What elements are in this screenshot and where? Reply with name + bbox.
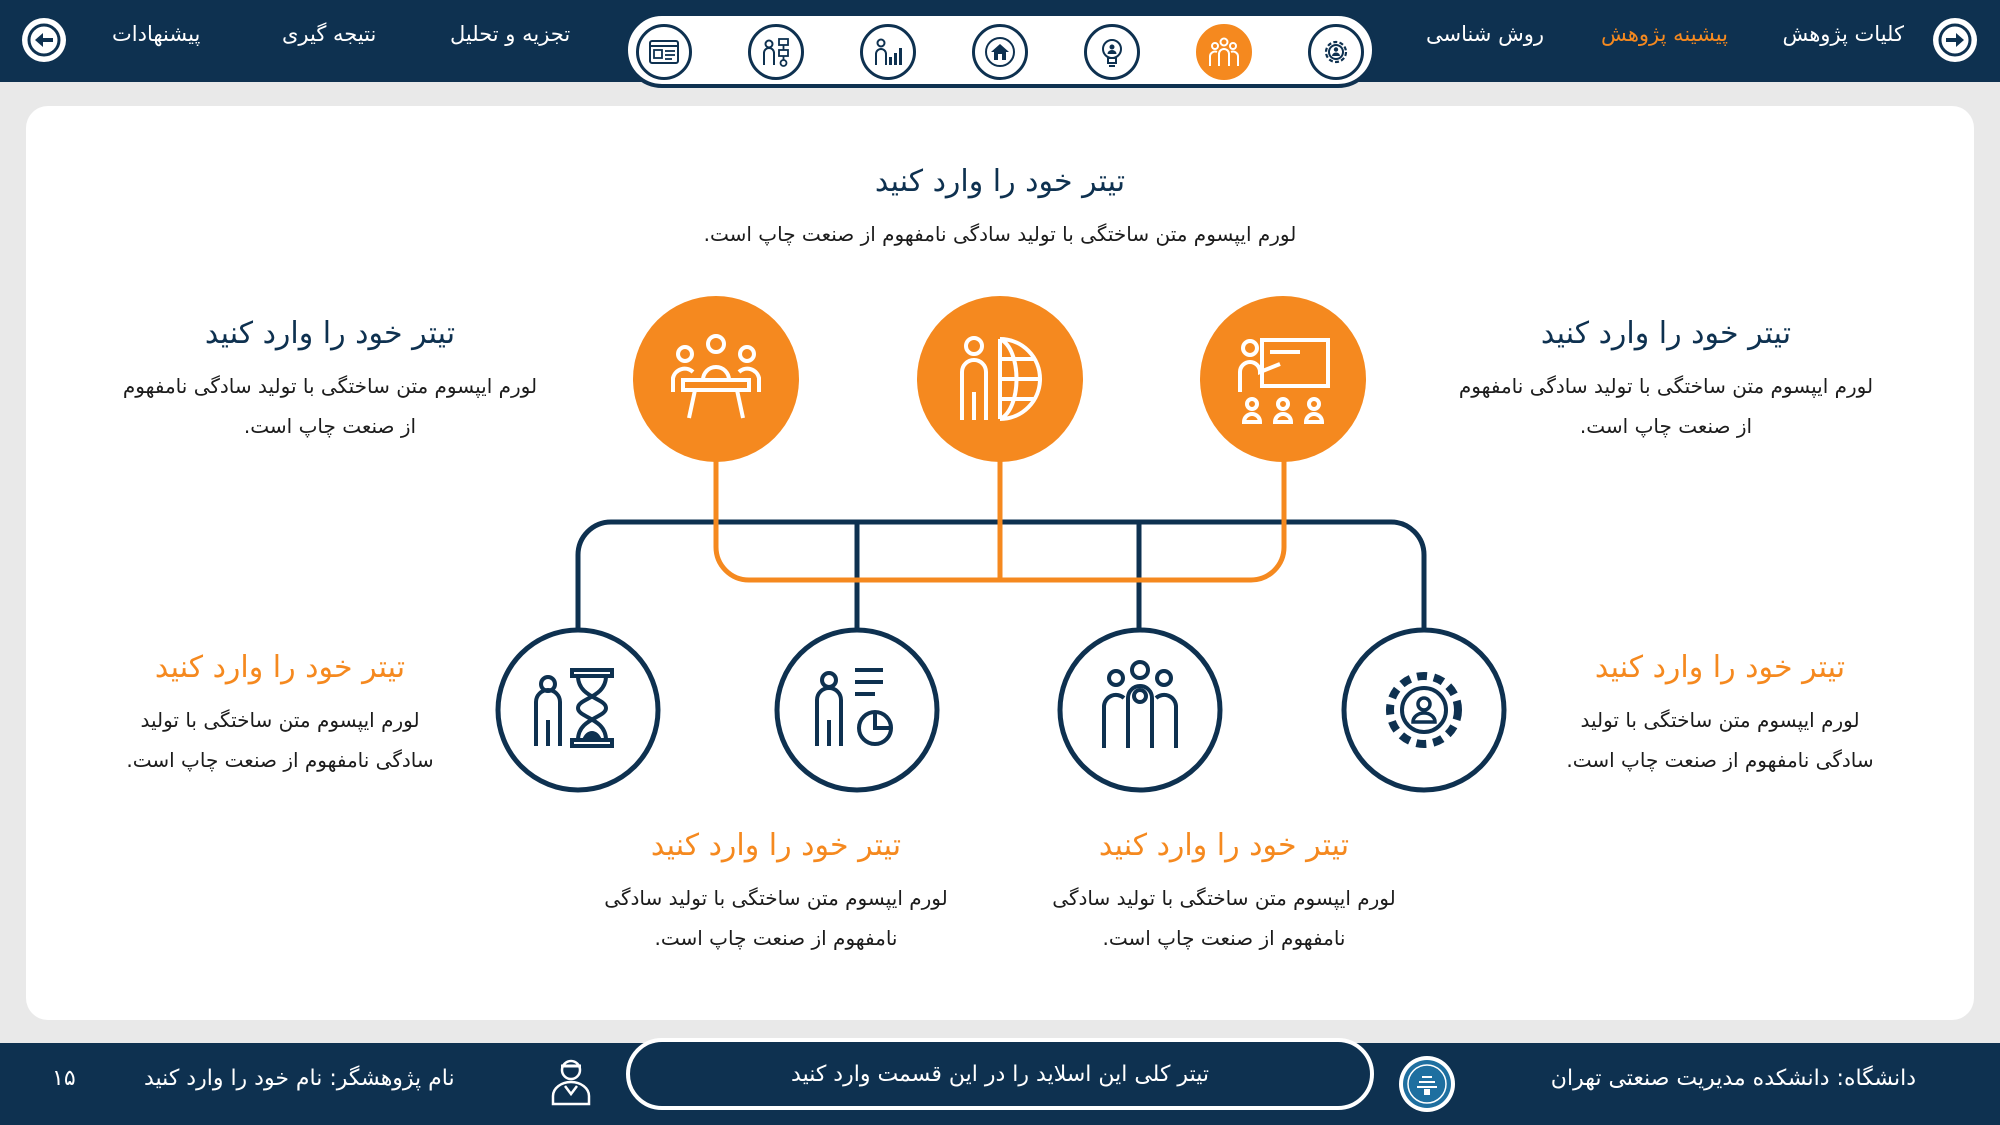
team-group-icon xyxy=(1054,624,1226,796)
nav-item-analysis[interactable]: تجزیه و تحلیل xyxy=(450,22,571,46)
main-title: تیتر خود را وارد کنید xyxy=(874,164,1126,199)
hourglass-person-icon xyxy=(492,624,664,796)
top-right-line1: لورم ایپسوم متن ساختگی با تولید سادگی نامفهوم xyxy=(1458,374,1874,398)
bottom-left-line1: لورم ایپسوم متن ساختگی با تولید سادگی xyxy=(604,886,948,910)
report-person-icon xyxy=(771,624,943,796)
researcher-name: نام پژوهشگر: نام خود را وارد کنید xyxy=(144,1066,455,1091)
nav-item-methodology[interactable]: روش شناسی xyxy=(1425,22,1544,46)
nav-item-literature-review[interactable]: پیشینه پژوهش xyxy=(1601,22,1728,46)
top-right-title: تیتر خود را وارد کنید xyxy=(1540,316,1792,351)
university-name: دانشگاه: دانشکده مدیریت صنعتی تهران xyxy=(1550,1066,1916,1091)
top-left-line2: از صنعت چاپ است. xyxy=(243,414,417,438)
slide-title: تیتر کلی این اسلاید را در این قسمت وارد کنید xyxy=(791,1061,1209,1087)
university-logo-icon xyxy=(1398,1055,1456,1113)
mid-right-title: تیتر خود را وارد کنید xyxy=(1594,650,1846,685)
bottom-left-line2: نامفهوم از صنعت چاپ است. xyxy=(654,926,898,950)
gear-person-icon[interactable] xyxy=(1308,24,1364,80)
slide-title-box xyxy=(626,1038,1374,1110)
idea-bulb-icon[interactable] xyxy=(1084,24,1140,80)
global-person-icon xyxy=(917,296,1083,462)
bottom-right-title: تیتر خود را وارد کنید xyxy=(1098,828,1350,863)
home-icon[interactable] xyxy=(972,24,1028,80)
prev-arrow-button[interactable] xyxy=(22,18,66,62)
id-card-icon[interactable] xyxy=(636,24,692,80)
arrow-left-icon xyxy=(26,22,62,58)
mid-left-line2: سادگی نامفهوم از صنعت چاپ است. xyxy=(126,748,434,772)
team-icon[interactable] xyxy=(1196,24,1252,80)
top-right-line2: از صنعت چاپ است. xyxy=(1579,414,1753,438)
bottom-right-line2: نامفهوم از صنعت چاپ است. xyxy=(1102,926,1346,950)
growth-chart-icon[interactable] xyxy=(860,24,916,80)
flowchart-person-icon[interactable] xyxy=(748,24,804,80)
nav-item-research-overview[interactable]: کلیات پژوهش xyxy=(1782,22,1904,46)
top-left-line1: لورم ایپسوم متن ساختگی با تولید سادگی نامفهوم xyxy=(122,374,538,398)
mid-right-line2: سادگی نامفهوم از صنعت چاپ است. xyxy=(1566,748,1874,772)
bottom-left-title: تیتر خود را وارد کنید xyxy=(650,828,902,863)
arrow-right-icon xyxy=(1937,22,1973,58)
presentation-icon xyxy=(1200,296,1366,462)
researcher-icon xyxy=(549,1056,593,1106)
main-subtitle: لورم ایپسوم متن ساختگی با تولید سادگی نامفهوم از صنعت چاپ است. xyxy=(703,222,1297,246)
bottom-right-line1: لورم ایپسوم متن ساختگی با تولید سادگی xyxy=(1052,886,1396,910)
mid-left-line1: لورم ایپسوم متن ساختگی با تولید xyxy=(140,708,420,732)
nav-item-conclusion[interactable]: نتیجه گیری xyxy=(282,22,377,46)
next-arrow-button[interactable] xyxy=(1933,18,1977,62)
meeting-icon xyxy=(633,296,799,462)
gear-person-circle-icon xyxy=(1338,624,1510,796)
page-number: ۱۵ xyxy=(52,1066,76,1091)
mid-right-line1: لورم ایپسوم متن ساختگی با تولید xyxy=(1580,708,1860,732)
nav-item-suggestions[interactable]: پیشنهادات xyxy=(112,22,201,46)
mid-left-title: تیتر خود را وارد کنید xyxy=(154,650,406,685)
top-left-title: تیتر خود را وارد کنید xyxy=(204,316,456,351)
